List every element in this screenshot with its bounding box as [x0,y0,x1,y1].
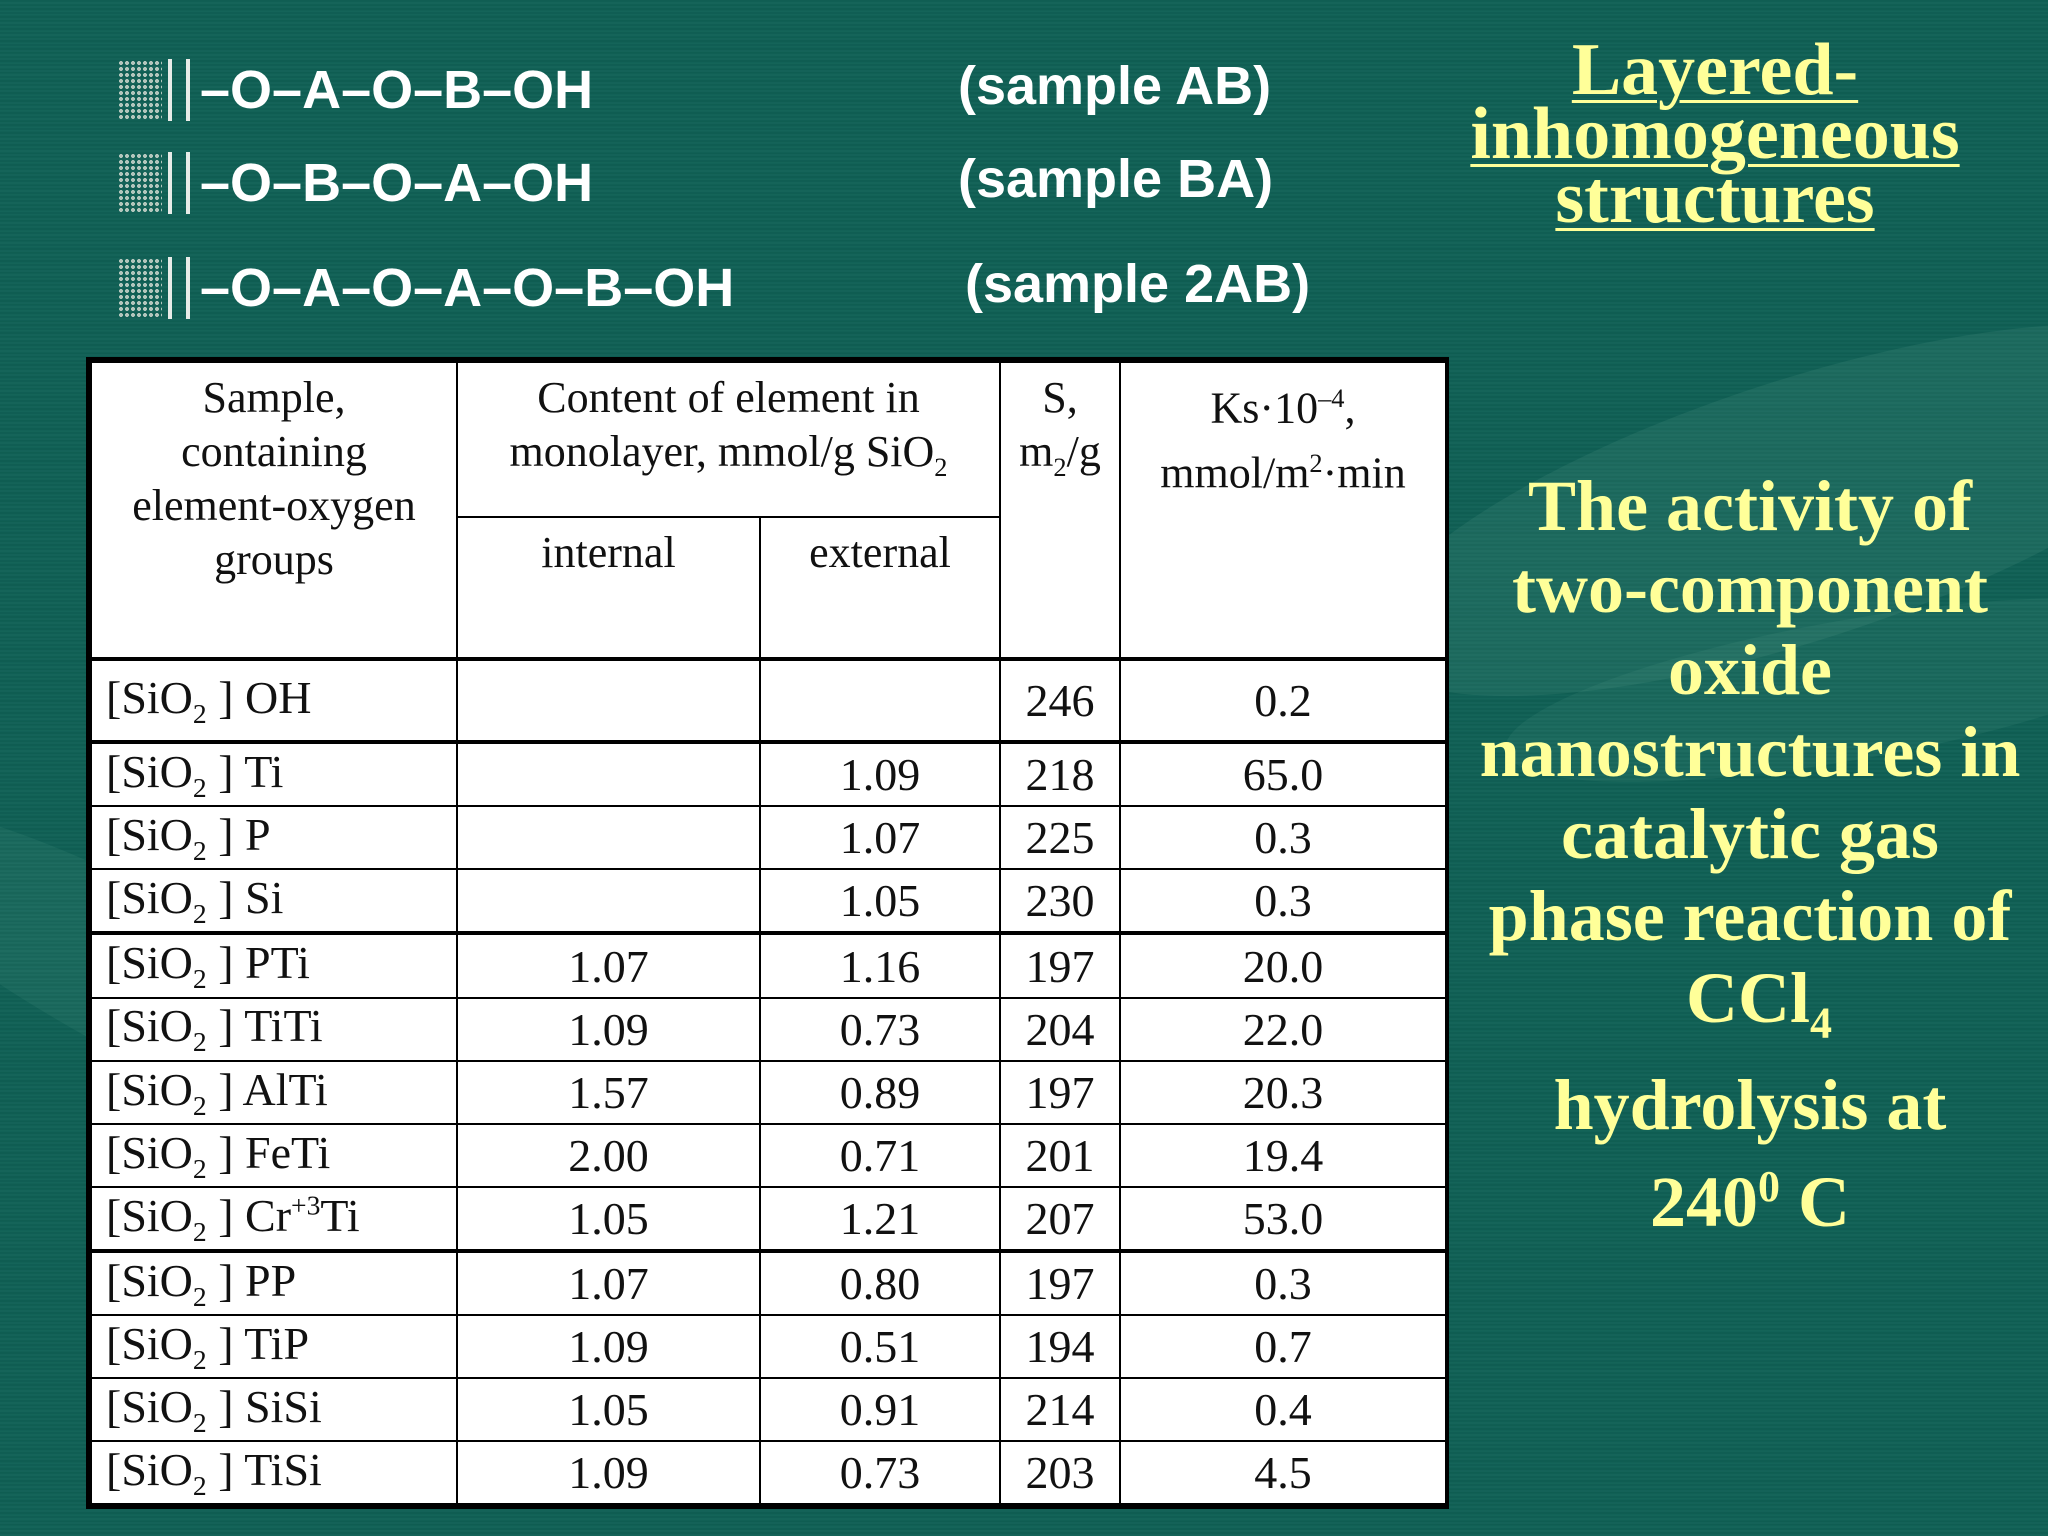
description-hydrolysis: hydrolysis at [1553,1065,1947,1146]
header-external: external [760,517,1000,659]
table-row: [SiO$_2$ ] FeTi 2.00 0.71 201 19.4 [91,1124,1446,1187]
title-line: inhomogeneous [1470,93,1960,175]
data-table [86,357,1449,1509]
formula-row-1 [118,55,593,125]
table-row: [SiO$_2$ ] OH 246 0.2 [91,659,1446,742]
temperature: $240^0$ C [1650,1162,1850,1243]
formula-row-2 [118,148,593,218]
slide-description [1470,465,2030,1243]
sample-label: (sample 2AB) [965,254,1311,314]
formula-row-3 [118,253,734,323]
table-row: [SiO$_2$ ] P 1.07 225 0.3 [91,806,1446,869]
table-row: [SiO$_2$ ] PP 1.07 0.80 197 0.3 [91,1251,1446,1315]
table-row: [SiO$_2$ ] Ti 1.09 218 65.0 [91,742,1446,806]
table-row: [SiO$_2$ ] $Cr^{+3}Ti$ 1.05 1.21 207 53.0 [91,1187,1446,1251]
table-row: [SiO$_2$ ] AlTi 1.57 0.89 197 20.3 [91,1061,1446,1124]
title-line: structures [1555,157,1875,239]
table-row: [SiO$_2$ ] TiTi 1.09 0.73 204 22.0 [91,998,1446,1061]
header-sample: Sample, containing element-oxygen groups [91,362,457,659]
formula-chain: –O–A–O–B–OH [200,60,594,120]
header-surface: S, $m_2/g$ [1000,362,1120,659]
ccl4-formula: CCl$_4$ [1686,958,1832,1048]
header-ks: $Ks\cdot 10^{-4}$, mmol/$m^2\cdot\min$ [1120,362,1446,659]
header-internal: internal [457,517,760,659]
formula-chain: –O–B–O–A–OH [200,153,594,213]
formula-chain: –O–A–O–A–O–B–OH [200,258,735,318]
title-line: Layered- [1571,29,1859,111]
description-main: The activity of two-component oxide nanostructures in catalytic gas phase reaction of [1479,466,2021,956]
table-row: [SiO$_2$ ] Si 1.05 230 0.3 [91,869,1446,933]
bullet-icon [118,152,190,214]
sample-label: (sample BA) [958,149,1274,209]
sample-label: (sample AB) [958,56,1272,116]
header-content: Content of element in monolayer, mmol/g SiO$_2$ [457,362,1000,517]
table-row: [SiO$_2$ ] SiSi 1.05 0.91 214 0.4 [91,1378,1446,1441]
table-row: [SiO$_2$ ] TiP 1.09 0.51 194 0.7 [91,1315,1446,1378]
bullet-icon [118,257,190,319]
bullet-icon [118,59,190,121]
table-row: [SiO$_2$ ] PTi 1.07 1.16 197 20.0 [91,933,1446,997]
slide-title [1400,29,2030,239]
table-row: [SiO$_2$ ] TiSi 1.09 0.73 203 4.5 [91,1441,1446,1504]
